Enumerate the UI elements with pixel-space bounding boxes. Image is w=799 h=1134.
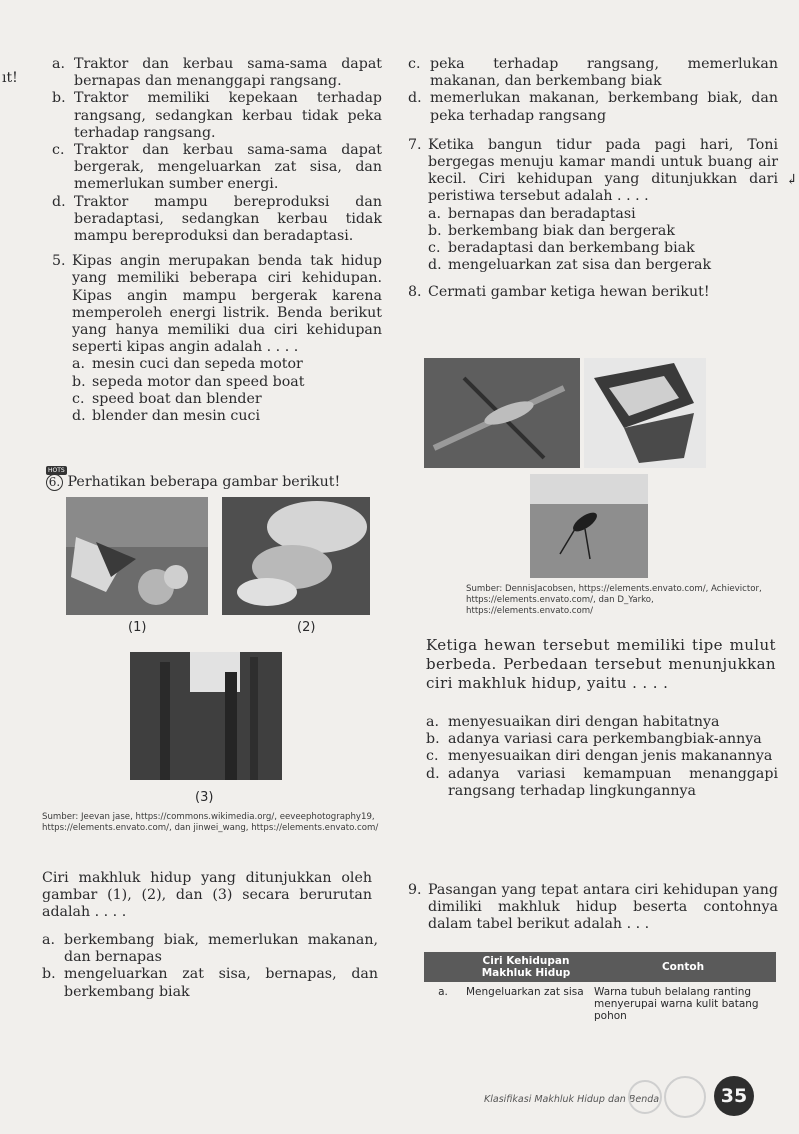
right-column	[408, 56, 778, 302]
q5-option-b: b. sepeda motor dan speed boat	[72, 373, 305, 390]
q4-options	[52, 56, 382, 245]
q5-option-a: a. mesin cuci dan sepeda motor	[72, 356, 303, 373]
table-row: a. Mengeluarkan zat sisa Warna tubuh belalang ranting menyerupai warna kulit batang pohon	[438, 986, 759, 1022]
q8-source: Sumber: DennisJacobsen, https://elements.envato.com/, Achievictor, https://elements.envato.com/, dan D_Yarko, https://elements.envato.com/	[466, 584, 762, 616]
photo-3-forest	[130, 652, 282, 780]
q6-option-c: c. peka terhadap rangsang, memerlukan makanan, dan berkembang biak	[408, 56, 778, 90]
q8-option-b: b. adanya variasi cara perkembangbiak-annya	[426, 731, 762, 748]
caption-1: (1)	[128, 620, 147, 635]
q6-number: 6.	[46, 474, 63, 491]
q8-stem: 8. Cermati gambar ketiga hewan berikut!	[408, 284, 710, 301]
margin-mark: ıt!	[2, 70, 18, 86]
q7-option-b: b. berkembang biak dan bergerak	[428, 222, 675, 239]
hots-badge: HOTS	[48, 467, 65, 474]
q6-option-b: b. mengeluarkan zat sisa, bernapas, dan berkembang biak	[42, 966, 378, 1000]
photo-mosquito	[530, 474, 648, 578]
q6-stem: 6. Perhatikan beberapa gambar berikut!	[46, 474, 376, 491]
q8-options	[426, 714, 778, 800]
q5-stem: 5. Kipas angin merupakan benda tak hidup yang memiliki beberapa ciri kehidupan. Kipas angin mampu bergerak karena memperoleh energi listrik. Benda berikut yang hanya memiliki dua ciri kehidupan seperti kipas angin adalah . . . .	[52, 253, 382, 356]
photo-2-cat-eating	[222, 497, 370, 615]
q8-question: Ketiga hewan tersebut memiliki tipe mulut berbeda. Perbedaan tersebut menunjukkan ciri makhluk hidup, yaitu . . . .	[426, 636, 776, 692]
header-ciri: Ciri Kehidupan Makhluk Hidup	[462, 952, 590, 982]
q5-option-c: c. speed boat dan blender	[72, 390, 262, 407]
left-column	[52, 56, 382, 425]
footer-chapter-title: Klasifikasi Makhluk Hidup dan Benda	[484, 1094, 660, 1105]
q8-option-c: c. menyesuaikan diri dengan jenis makanannya	[426, 748, 773, 765]
q6-option-a: a. berkembang biak, memerlukan makanan, dan bernapas	[42, 932, 378, 966]
photo-1-butterfly-on-flower	[66, 497, 208, 615]
q7-option-d: d. mengeluarkan zat sisa dan bergerak	[428, 257, 712, 274]
q8-option-a: a. menyesuaikan diri dengan habitatnya	[426, 714, 720, 730]
photo-butterfly	[584, 358, 706, 468]
q9-stem: 9. Pasangan yang tepat antara ciri kehidupan yang dimiliki makhluk hidup beserta contohnya dalam tabel berikut adalah . . .	[408, 882, 778, 933]
q6-left-options	[42, 932, 378, 1001]
margin-arrow-icon: ↲	[786, 172, 798, 188]
q6-source: Sumber: Jeevan jase, https://commons.wikimedia.org/, eeveephotography19, https://elements.envato.com/, dan jinwei_wang, https://elements.envato.com/	[42, 812, 379, 833]
caption-3: (3)	[195, 790, 214, 805]
q9-table-header	[424, 952, 776, 982]
q9-table	[424, 952, 776, 1026]
q7-option-c: c. beradaptasi dan berkembang biak	[428, 240, 695, 257]
decor-ring-icon	[664, 1076, 706, 1118]
q4-option-d: d. Traktor mampu bereproduksi dan beradaptasi, sedangkan kerbau tidak mampu bereproduksi dan beradaptasi.	[52, 193, 382, 245]
photo-grasshopper	[424, 358, 580, 468]
q8-option-d: d. adanya variasi kemampuan menanggapi rangsang terhadap lingkungannya	[426, 765, 778, 799]
q4-option-b: b. Traktor memiliki kepekaan terhadap rangsang, sedangkan kerbau tidak peka terhadap rangsang.	[52, 90, 382, 141]
q4-option-c: c. Traktor dan kerbau sama-sama dapat bergerak, mengeluarkan zat sisa, dan memerlukan sumber energi.	[52, 142, 382, 193]
q6-question: Ciri makhluk hidup yang ditunjukkan oleh gambar (1), (2), dan (3) secara berurutan adalah . . . .	[42, 870, 372, 921]
page-number: 35	[714, 1076, 754, 1116]
header-contoh: Contoh	[590, 952, 776, 982]
q4-option-a: a. Traktor dan kerbau sama-sama dapat bernapas dan menanggapi rangsang.	[52, 56, 382, 90]
decor-ring-icon	[628, 1080, 662, 1114]
q6-option-d: d. memerlukan makanan, berkembang biak, dan peka terhadap rangsang	[408, 90, 778, 124]
caption-2: (2)	[297, 620, 316, 635]
q5-option-d: d. blender dan mesin cuci	[72, 408, 260, 425]
q7-stem: 7. Ketika bangun tidur pada pagi hari, Toni bergegas menuju kamar mandi untuk buang air kecil. Ciri kehidupan yang ditunjukkan dari peristiwa tersebut adalah . . . .	[408, 136, 778, 205]
q7-option-a: a. bernapas dan beradaptasi	[428, 205, 636, 222]
